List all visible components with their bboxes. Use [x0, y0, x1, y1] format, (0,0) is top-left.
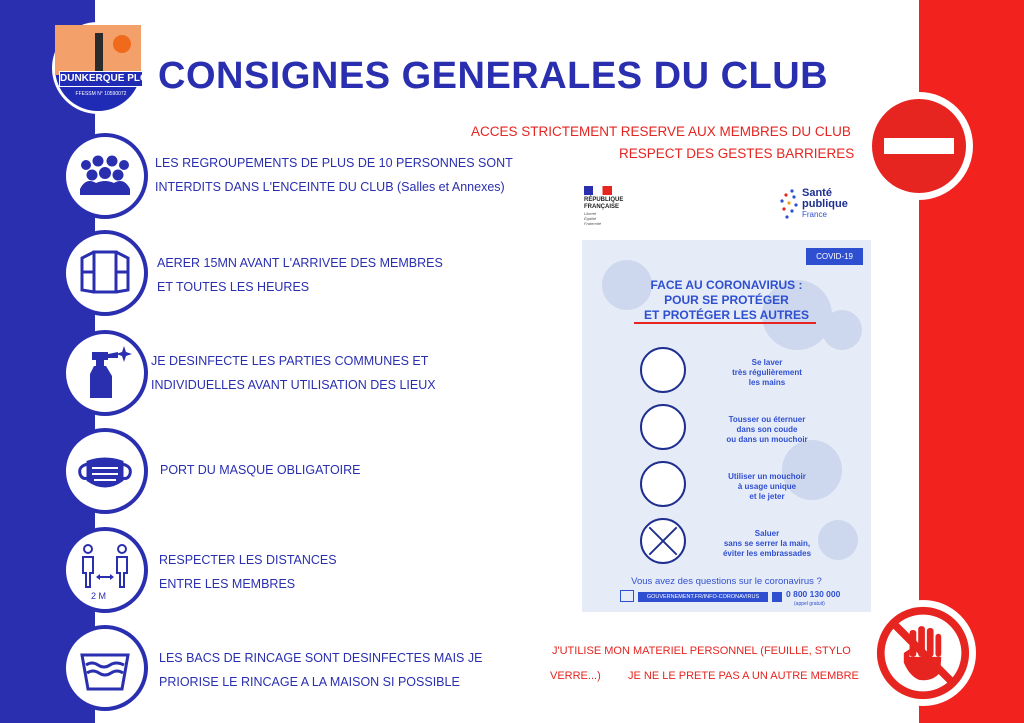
rinse-tub-icon	[62, 625, 148, 711]
access-notice: ACCES STRICTEMENT RESERVE AUX MEMBRES DU CLUB	[471, 124, 851, 139]
rule-text	[157, 251, 443, 299]
poster-item-line: dans son coude	[736, 425, 798, 434]
club-logo	[52, 22, 177, 114]
poster-item-line: Saluer	[754, 529, 780, 538]
face-mask-icon	[62, 428, 148, 514]
rf-motto: Liberté	[584, 211, 597, 216]
republique-francaise-logo	[584, 186, 644, 226]
rf-line2: FRANÇAISE	[584, 204, 620, 210]
group-people-icon	[62, 133, 148, 219]
poster-title-line1: FACE AU CORONAVIRUS :	[650, 278, 803, 292]
rule-text	[155, 151, 513, 199]
covid-badge: COVID-19	[806, 248, 863, 265]
rule-line: PRIORISE LE RINCAGE A LA MAISON SI POSSIBLE	[159, 675, 460, 689]
poster-item-line: Tousser ou éternuer	[728, 415, 806, 424]
equipment-notice-line1: J'UTILISE MON MATERIEL PERSONNEL (FEUILLE, STYLO	[552, 645, 851, 657]
poster-item	[692, 472, 842, 502]
rule-line: LES REGROUPEMENTS DE PLUS DE 10 PERSONNES SONT	[155, 156, 513, 170]
barrier-notice: RESPECT DES GESTES BARRIERES	[619, 146, 855, 161]
poster-item-line: Utiliser un mouchoir	[728, 472, 806, 481]
poster-item	[692, 358, 842, 388]
poster-item-line: ou dans un mouchoir	[726, 435, 808, 444]
rule-text	[151, 349, 436, 397]
sante-line2: publique	[802, 198, 848, 210]
distance-label: 2 M	[91, 591, 107, 601]
no-entry-icon	[865, 92, 973, 200]
marianne-flag-icon	[584, 186, 612, 195]
logo-name: DUNKERQUE PLONGEE	[59, 71, 143, 87]
rf-line1: RÉPUBLIQUE	[584, 197, 624, 203]
rule-line: AERER 15MN AVANT L'ARRIVEE DES MEMBRES	[157, 256, 443, 270]
sante-dots-icon	[778, 188, 798, 222]
page-title: CONSIGNES GENERALES DU CLUB	[158, 55, 829, 97]
poster-title-line3: ET PROTÉGER LES AUTRES	[644, 308, 809, 322]
equipment-notice-line2b: JE NE LE PRETE PAS A UN AUTRE MEMBRE	[628, 670, 859, 682]
poster-phone-note: (appel gratuit)	[794, 601, 825, 607]
rule-line: ENTRE LES MEMBRES	[159, 577, 296, 591]
handwash-icon	[640, 347, 686, 393]
rule-line: LES BACS DE RINCAGE SONT DESINFECTES MAIS JE	[159, 651, 483, 665]
no-handshake-icon	[640, 518, 686, 564]
poster-item-line: très régulièrement	[732, 368, 802, 377]
rule-text	[160, 458, 361, 482]
poster-item-line: et le jeter	[749, 492, 785, 501]
computer-icon	[620, 590, 634, 602]
rf-motto: Égalité	[584, 216, 597, 221]
equipment-notice-line2a: VERRE...)	[550, 670, 601, 682]
rule-line: JE DESINFECTE LES PARTIES COMMUNES ET	[151, 354, 429, 368]
spray-bottle-icon	[62, 330, 148, 416]
rule-line: INDIVIDUELLES AVANT UTILISATION DES LIEUX	[151, 378, 436, 392]
poster-phone: 0 800 130 000	[786, 589, 841, 599]
poster-item	[692, 415, 842, 445]
poster-item	[692, 529, 842, 559]
rf-motto: Fraternité	[584, 221, 602, 226]
sante-publique-logo	[778, 188, 868, 224]
rule-line: INTERDITS DANS L'ENCEINTE DU CLUB (Salles et Annexes)	[155, 180, 505, 194]
stop-hand-icon	[870, 600, 976, 706]
poster-website: GOUVERNEMENT.FR/INFO-CORONAVIRUS	[638, 592, 768, 602]
logo-subtext: FFESSM N° 10590072	[75, 91, 127, 97]
title-underline	[634, 322, 816, 324]
poster-item-line: Se laver	[751, 358, 783, 367]
poster-title-line2: POUR SE PROTÉGER	[664, 293, 789, 307]
logo-sun	[113, 35, 131, 53]
rule-line: PORT DU MASQUE OBLIGATOIRE	[160, 463, 361, 477]
poster-item-line: à usage unique	[737, 482, 797, 491]
open-window-icon	[62, 230, 148, 316]
poster-question: Vous avez des questions sur le coronavirus ?	[631, 576, 822, 587]
poster-item-line: sans se serrer la main,	[723, 539, 811, 548]
rule-line: ET TOUTES LES HEURES	[157, 280, 310, 294]
rule-text	[159, 548, 337, 596]
poster-item-line: les mains	[748, 378, 786, 387]
covid-poster	[582, 240, 871, 612]
rule-text	[159, 646, 482, 694]
phone-icon	[772, 592, 782, 602]
cough-elbow-icon	[640, 404, 686, 450]
sante-line1: Santé	[802, 187, 832, 199]
sante-line3: France	[802, 210, 827, 219]
rule-line: RESPECTER LES DISTANCES	[159, 553, 337, 567]
tissue-icon	[640, 461, 686, 507]
sante-name	[802, 188, 848, 210]
poster-item-line: éviter les embrassades	[722, 549, 812, 558]
